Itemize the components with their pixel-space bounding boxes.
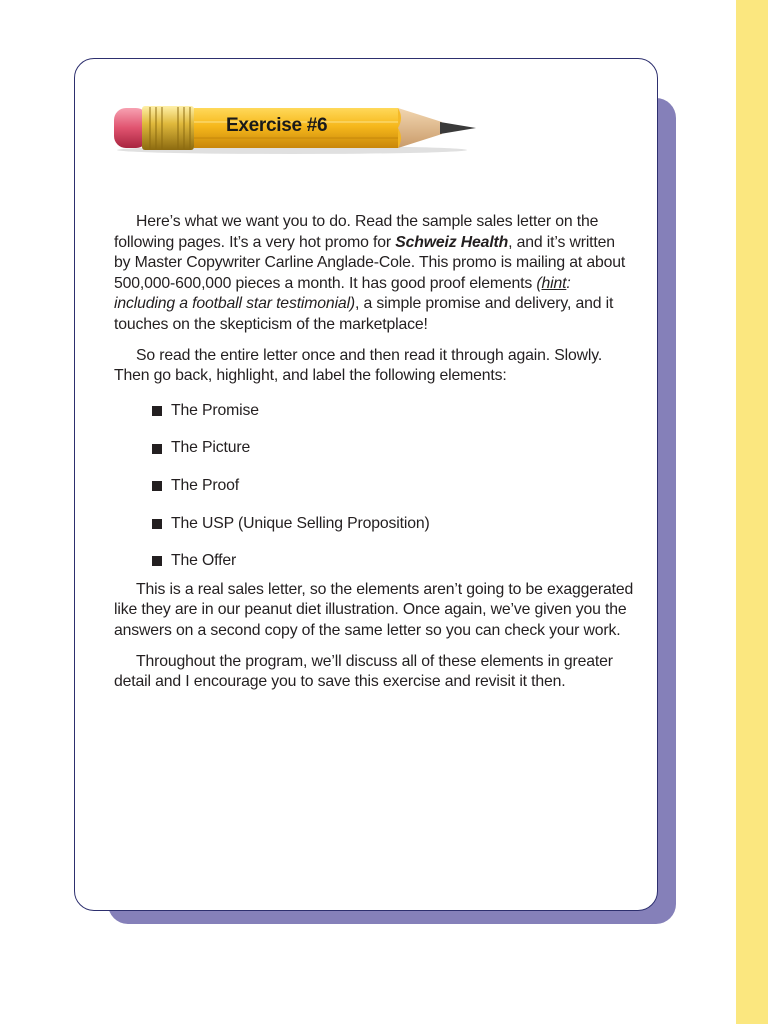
elements-list bbox=[114, 401, 634, 572]
list-item-label: The Proof bbox=[171, 476, 240, 494]
list-item bbox=[152, 438, 634, 459]
square-bullet-icon bbox=[152, 519, 162, 529]
square-bullet-icon bbox=[152, 406, 162, 416]
list-item bbox=[152, 476, 634, 497]
paragraph-closing: Throughout the program, we’ll discuss all of these elements in greater detail and I encourage you to save this exercise and revisit it then. bbox=[114, 652, 613, 691]
list-item-label: The Offer bbox=[171, 552, 237, 570]
square-bullet-icon bbox=[152, 444, 162, 454]
intro-text-mid: , and it’s written by Master Copywriter Carline Anglade-Cole. This promo is mailing at about 500,000-600,000 pieces a month. It has good proof elements bbox=[114, 233, 626, 292]
list-item bbox=[152, 551, 634, 572]
exercise-title: Exercise #6 bbox=[226, 115, 328, 136]
list-item bbox=[152, 401, 634, 422]
intro-text: Here’s what we want you to do. Read the sample sales letter on the following pages. It’s a very hot promo for bbox=[114, 213, 599, 251]
intro-text-end: , a simple promise and delivery, and it touches on the skepticism of the marketplace! bbox=[114, 295, 614, 333]
list-item-label: The USP (Unique Selling Proposition) bbox=[171, 514, 430, 532]
square-bullet-icon bbox=[152, 481, 162, 491]
product-name: Schweiz Health bbox=[395, 233, 509, 251]
square-bullet-icon bbox=[152, 556, 162, 566]
list-item-label: The Promise bbox=[171, 401, 259, 419]
exercise-instructions bbox=[114, 212, 634, 703]
list-item-label: The Picture bbox=[171, 439, 251, 457]
list-item bbox=[152, 514, 634, 535]
hint-open-paren: ( bbox=[536, 274, 542, 292]
paragraph-real-letter: This is a real sales letter, so the elements aren’t going to be exaggerated like they are in our peanut diet illustration. Once again, we’ve given you the answers on a second copy of the same letter so you can check your work. bbox=[114, 580, 634, 639]
paragraph-intro bbox=[114, 212, 634, 336]
hint-rest: : including a football star testimonial) bbox=[114, 274, 571, 313]
side-color-strip bbox=[736, 0, 768, 1024]
hint-word: hint bbox=[541, 274, 567, 292]
paragraph-instructions: So read the entire letter once and then read it through again. Slowly. Then go back, highlight, and label the following elements: bbox=[114, 346, 603, 385]
